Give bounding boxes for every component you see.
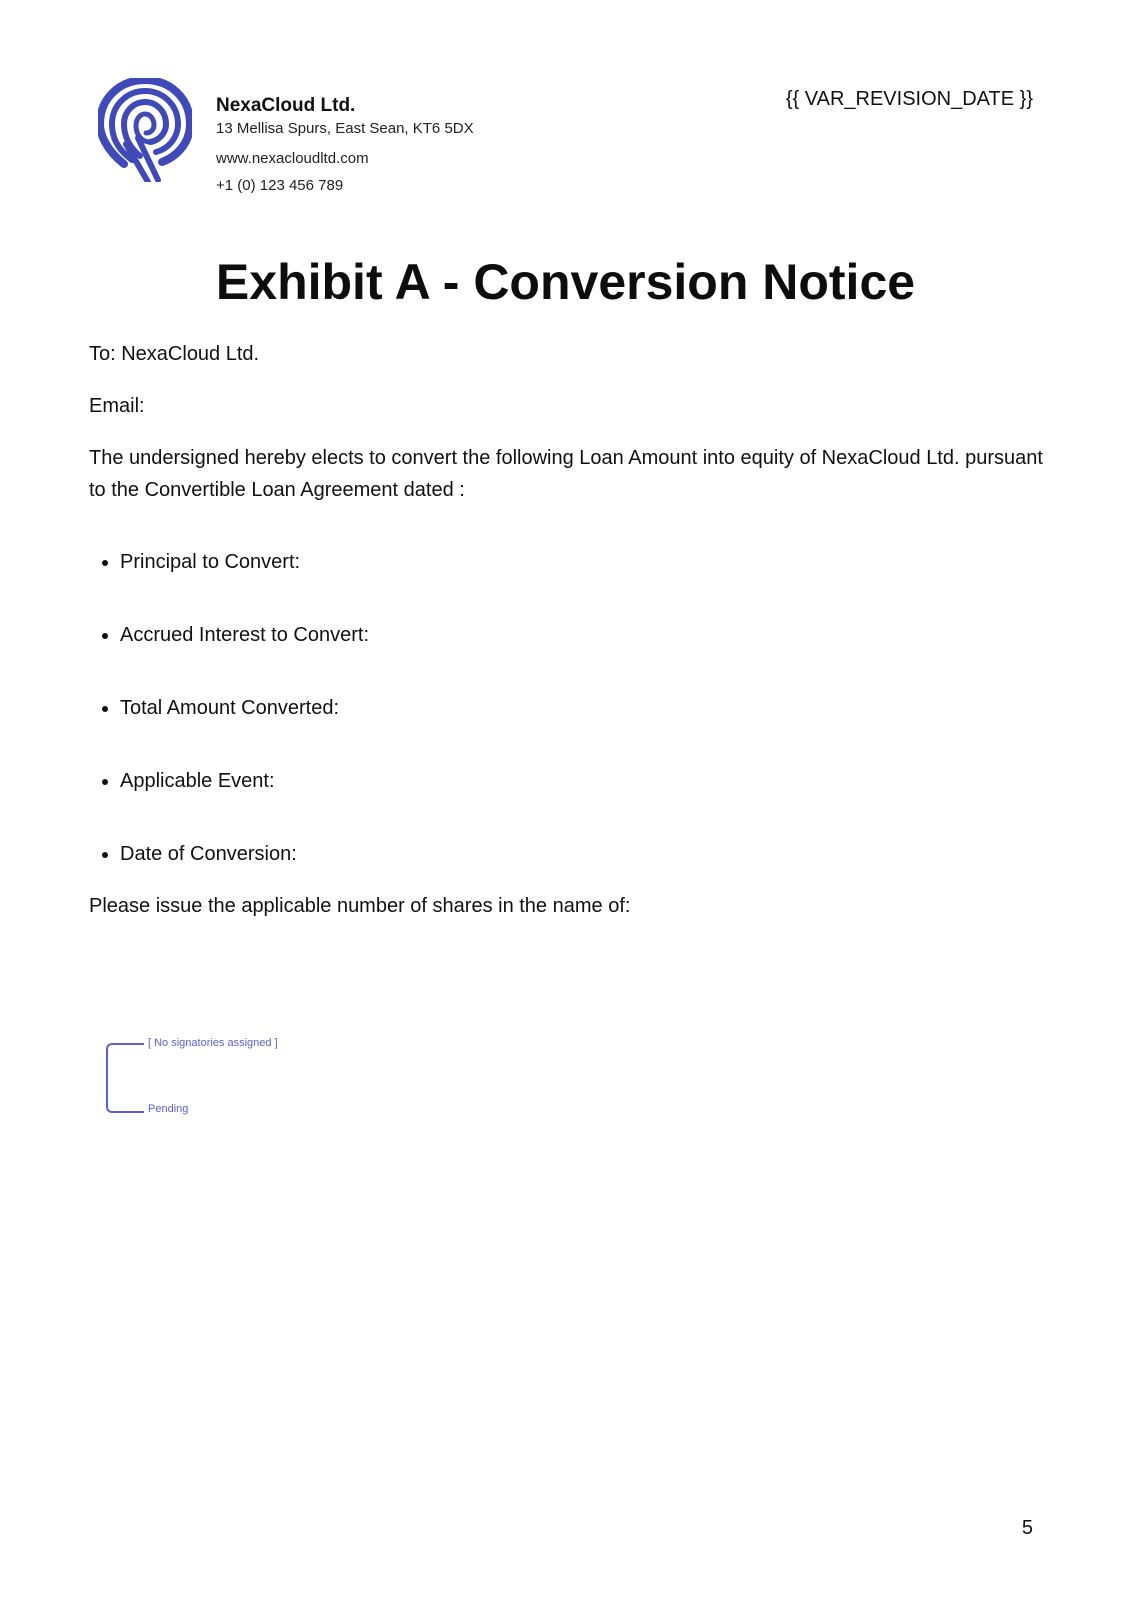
signature-label[interactable]: [ No signatories assigned ] <box>148 1037 278 1049</box>
intro-paragraph: The undersigned hereby elects to convert the following Loan Amount into equity of NexaCloud Ltd. pursuant to the Convertible Loan Agreement dated : <box>89 447 1043 501</box>
bullet-icon <box>102 706 108 712</box>
bullet-icon <box>102 633 108 639</box>
company-phone: +1 (0) 123 456 789 <box>216 177 344 194</box>
recipient-line: To: NexaCloud Ltd. <box>89 343 260 365</box>
list-item-label: Accrued Interest to Convert: <box>120 624 370 646</box>
revision-date: {{ VAR_REVISION_DATE }} <box>785 88 1033 110</box>
list-item <box>89 692 369 724</box>
list-item-label: Principal to Convert: <box>120 551 301 573</box>
issue-shares-line: Please issue the applicable number of shares in the name of: <box>89 895 631 917</box>
list-item <box>89 619 369 651</box>
company-name: NexaCloud Ltd. <box>216 95 356 116</box>
bullet-icon <box>102 852 108 858</box>
list-item-label: Total Amount Converted: <box>120 697 340 719</box>
list-item-label: Date of Conversion: <box>120 843 297 865</box>
list-item <box>89 546 369 578</box>
company-address: 13 Mellisa Spurs, East Sean, KT6 5DX <box>216 120 474 137</box>
bullet-icon <box>102 560 108 566</box>
document-title: Exhibit A - Conversion Notice <box>215 254 916 310</box>
list-item <box>89 765 369 797</box>
email-line: Email: <box>89 395 145 417</box>
list-item-label: Applicable Event: <box>120 770 275 792</box>
bullet-icon <box>102 779 108 785</box>
signature-status: Pending <box>148 1103 189 1115</box>
list-item <box>89 838 369 870</box>
signature-bracket[interactable] <box>106 1043 144 1113</box>
company-logo-icon <box>98 78 192 182</box>
company-info <box>216 94 474 196</box>
company-website: www.nexacloudltd.com <box>216 150 369 167</box>
page-number: 5 <box>1021 1517 1033 1539</box>
conversion-details-list <box>89 546 369 911</box>
